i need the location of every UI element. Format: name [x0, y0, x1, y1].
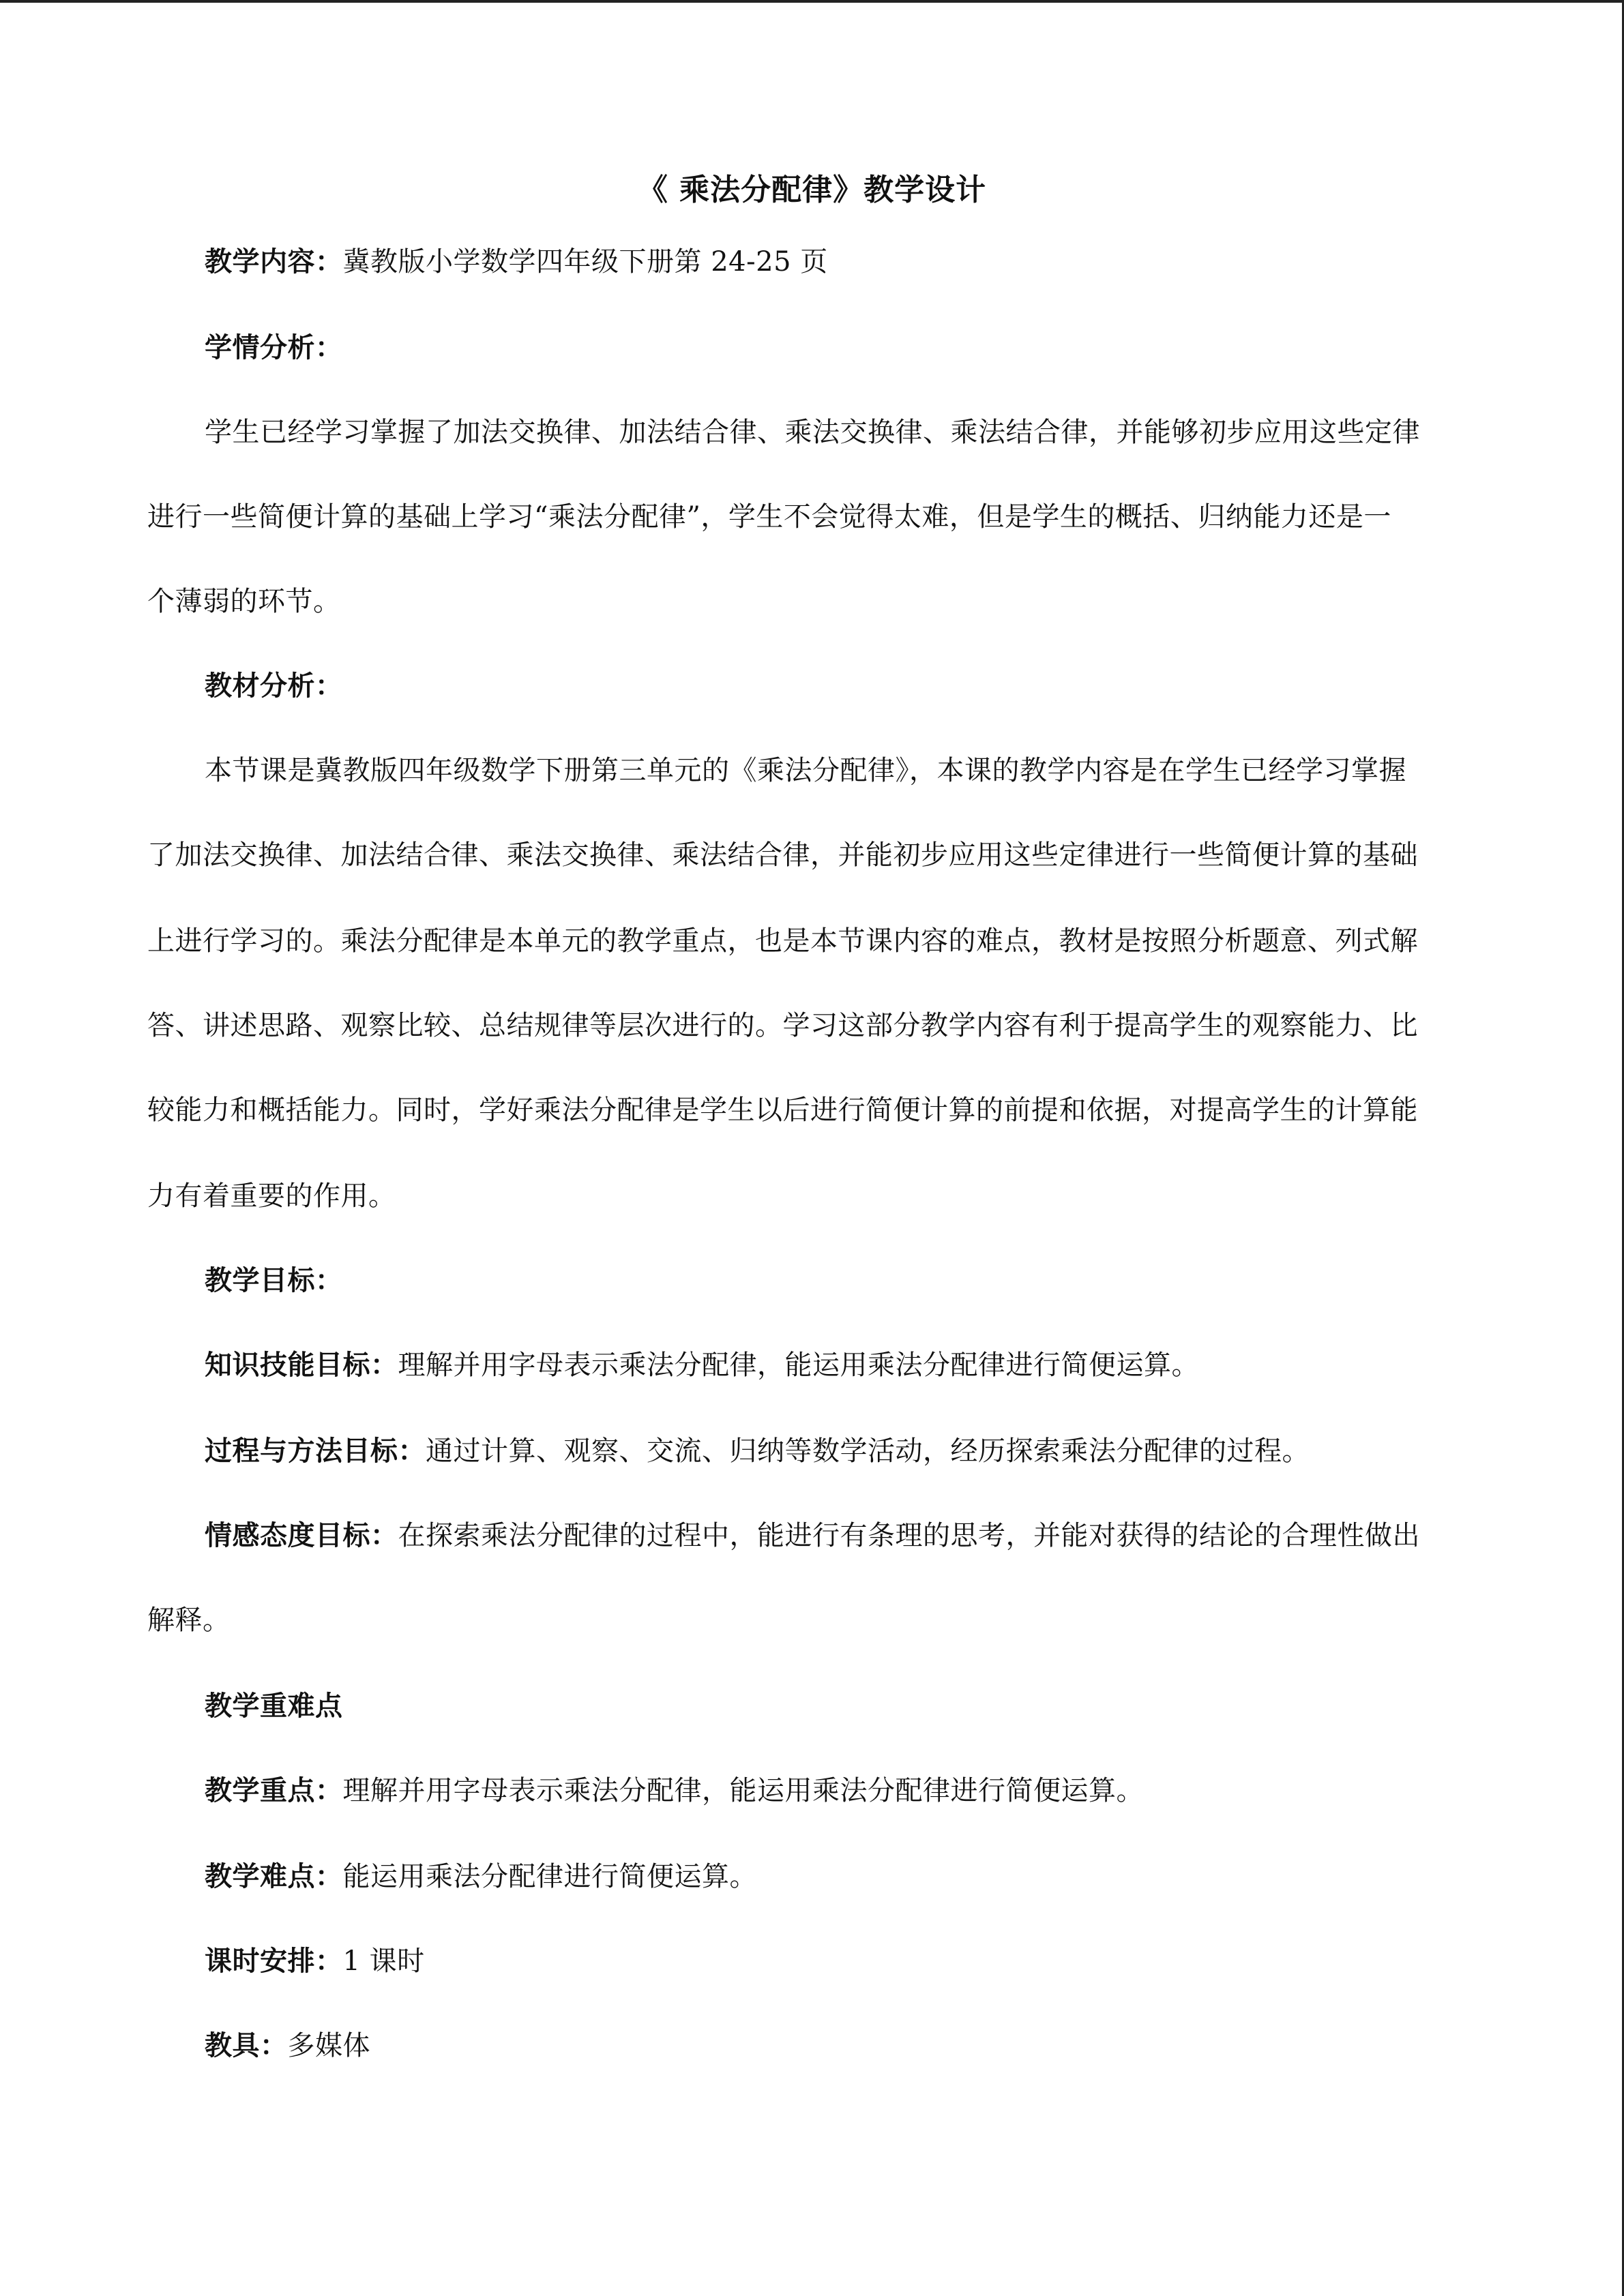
material-analysis-line-2: 了加法交换律、加法结合律、乘法交换律、乘法结合律，并能初步应用这些定律进行一些简便计算的基础	[147, 839, 1418, 871]
focus-line	[205, 1772, 1477, 1810]
content-text: 冀教版小学数学四年级下册第 24-25 页	[342, 246, 828, 278]
material-analysis-line-5: 较能力和概括能力。同时，学好乘法分配律是学生以后进行简便计算的前提和依据，对提高学生的计算能	[147, 1094, 1418, 1126]
material-analysis-line-6: 力有着重要的作用。	[147, 1180, 396, 1212]
material-analysis-line-4: 答、讲述思路、观察比较、总结规律等层次进行的。学习这部分教学内容有利于提高学生的观察能力、比	[147, 1010, 1418, 1041]
goals-heading: 教学目标：	[205, 1264, 343, 1296]
content-label: 教学内容：	[205, 245, 343, 278]
process-goal-line	[205, 1432, 1477, 1470]
emotion-goal-label: 情感态度目标：	[205, 1519, 398, 1551]
material-analysis-heading: 教材分析：	[205, 670, 343, 702]
emotion-goal-line-2: 解释。	[147, 1605, 231, 1636]
focus-label: 教学重点：	[205, 1774, 343, 1806]
student-analysis-line-1: 学生已经学习掌握了加法交换律、加法结合律、乘法交换律、乘法结合律，并能够初步应用这些定律	[205, 417, 1420, 448]
difficulty-text: 能运用乘法分配律进行简便运算。	[342, 1861, 757, 1892]
schedule-label: 课时安排：	[205, 1945, 343, 1977]
document-title: 《 乘法分配律》教学设计	[637, 173, 987, 207]
tools-line	[205, 2027, 1477, 2065]
process-goal-text: 通过计算、观察、交流、归纳等数学活动，经历探索乘法分配律的过程。	[426, 1435, 1310, 1467]
knowledge-goal-line	[205, 1346, 1477, 1384]
student-analysis-heading: 学情分析：	[205, 331, 343, 363]
knowledge-goal-text: 理解并用字母表示乘法分配律，能运用乘法分配律进行简便运算。	[398, 1350, 1199, 1381]
emotion-goal-text: 在探索乘法分配律的过程中，能进行有条理的思考，并能对获得的结论的合理性做出	[398, 1520, 1420, 1551]
difficulty-label: 教学难点：	[205, 1860, 343, 1892]
student-analysis-line-3: 个薄弱的环节。	[147, 586, 341, 617]
schedule-text: 1 课时	[342, 1945, 425, 1977]
student-analysis-line-2: 进行一些简便计算的基础上学习“乘法分配律”，学生不会觉得太难，但是学生的概括、归纳能力还是一	[147, 501, 1391, 533]
knowledge-goal-label: 知识技能目标：	[205, 1349, 398, 1381]
material-analysis-line-1: 本节课是冀教版四年级数学下册第三单元的《乘法分配律》，本课的教学内容是在学生已经学习掌握	[205, 755, 1406, 786]
material-analysis-line-3: 上进行学习的。乘法分配律是本单元的教学重点，也是本节课内容的难点，教材是按照分析题意、列式解	[147, 925, 1418, 957]
tools-label: 教具：	[205, 2029, 288, 2061]
schedule-line	[205, 1942, 1477, 1980]
key-points-heading: 教学重难点	[205, 1690, 343, 1722]
focus-text: 理解并用字母表示乘法分配律，能运用乘法分配律进行简便运算。	[342, 1775, 1144, 1806]
emotion-goal-line	[205, 1517, 1477, 1555]
process-goal-label: 过程与方法目标：	[205, 1435, 426, 1467]
content-line	[205, 243, 1477, 281]
difficulty-line	[205, 1858, 1477, 1896]
tools-text: 多媒体	[287, 2030, 370, 2061]
